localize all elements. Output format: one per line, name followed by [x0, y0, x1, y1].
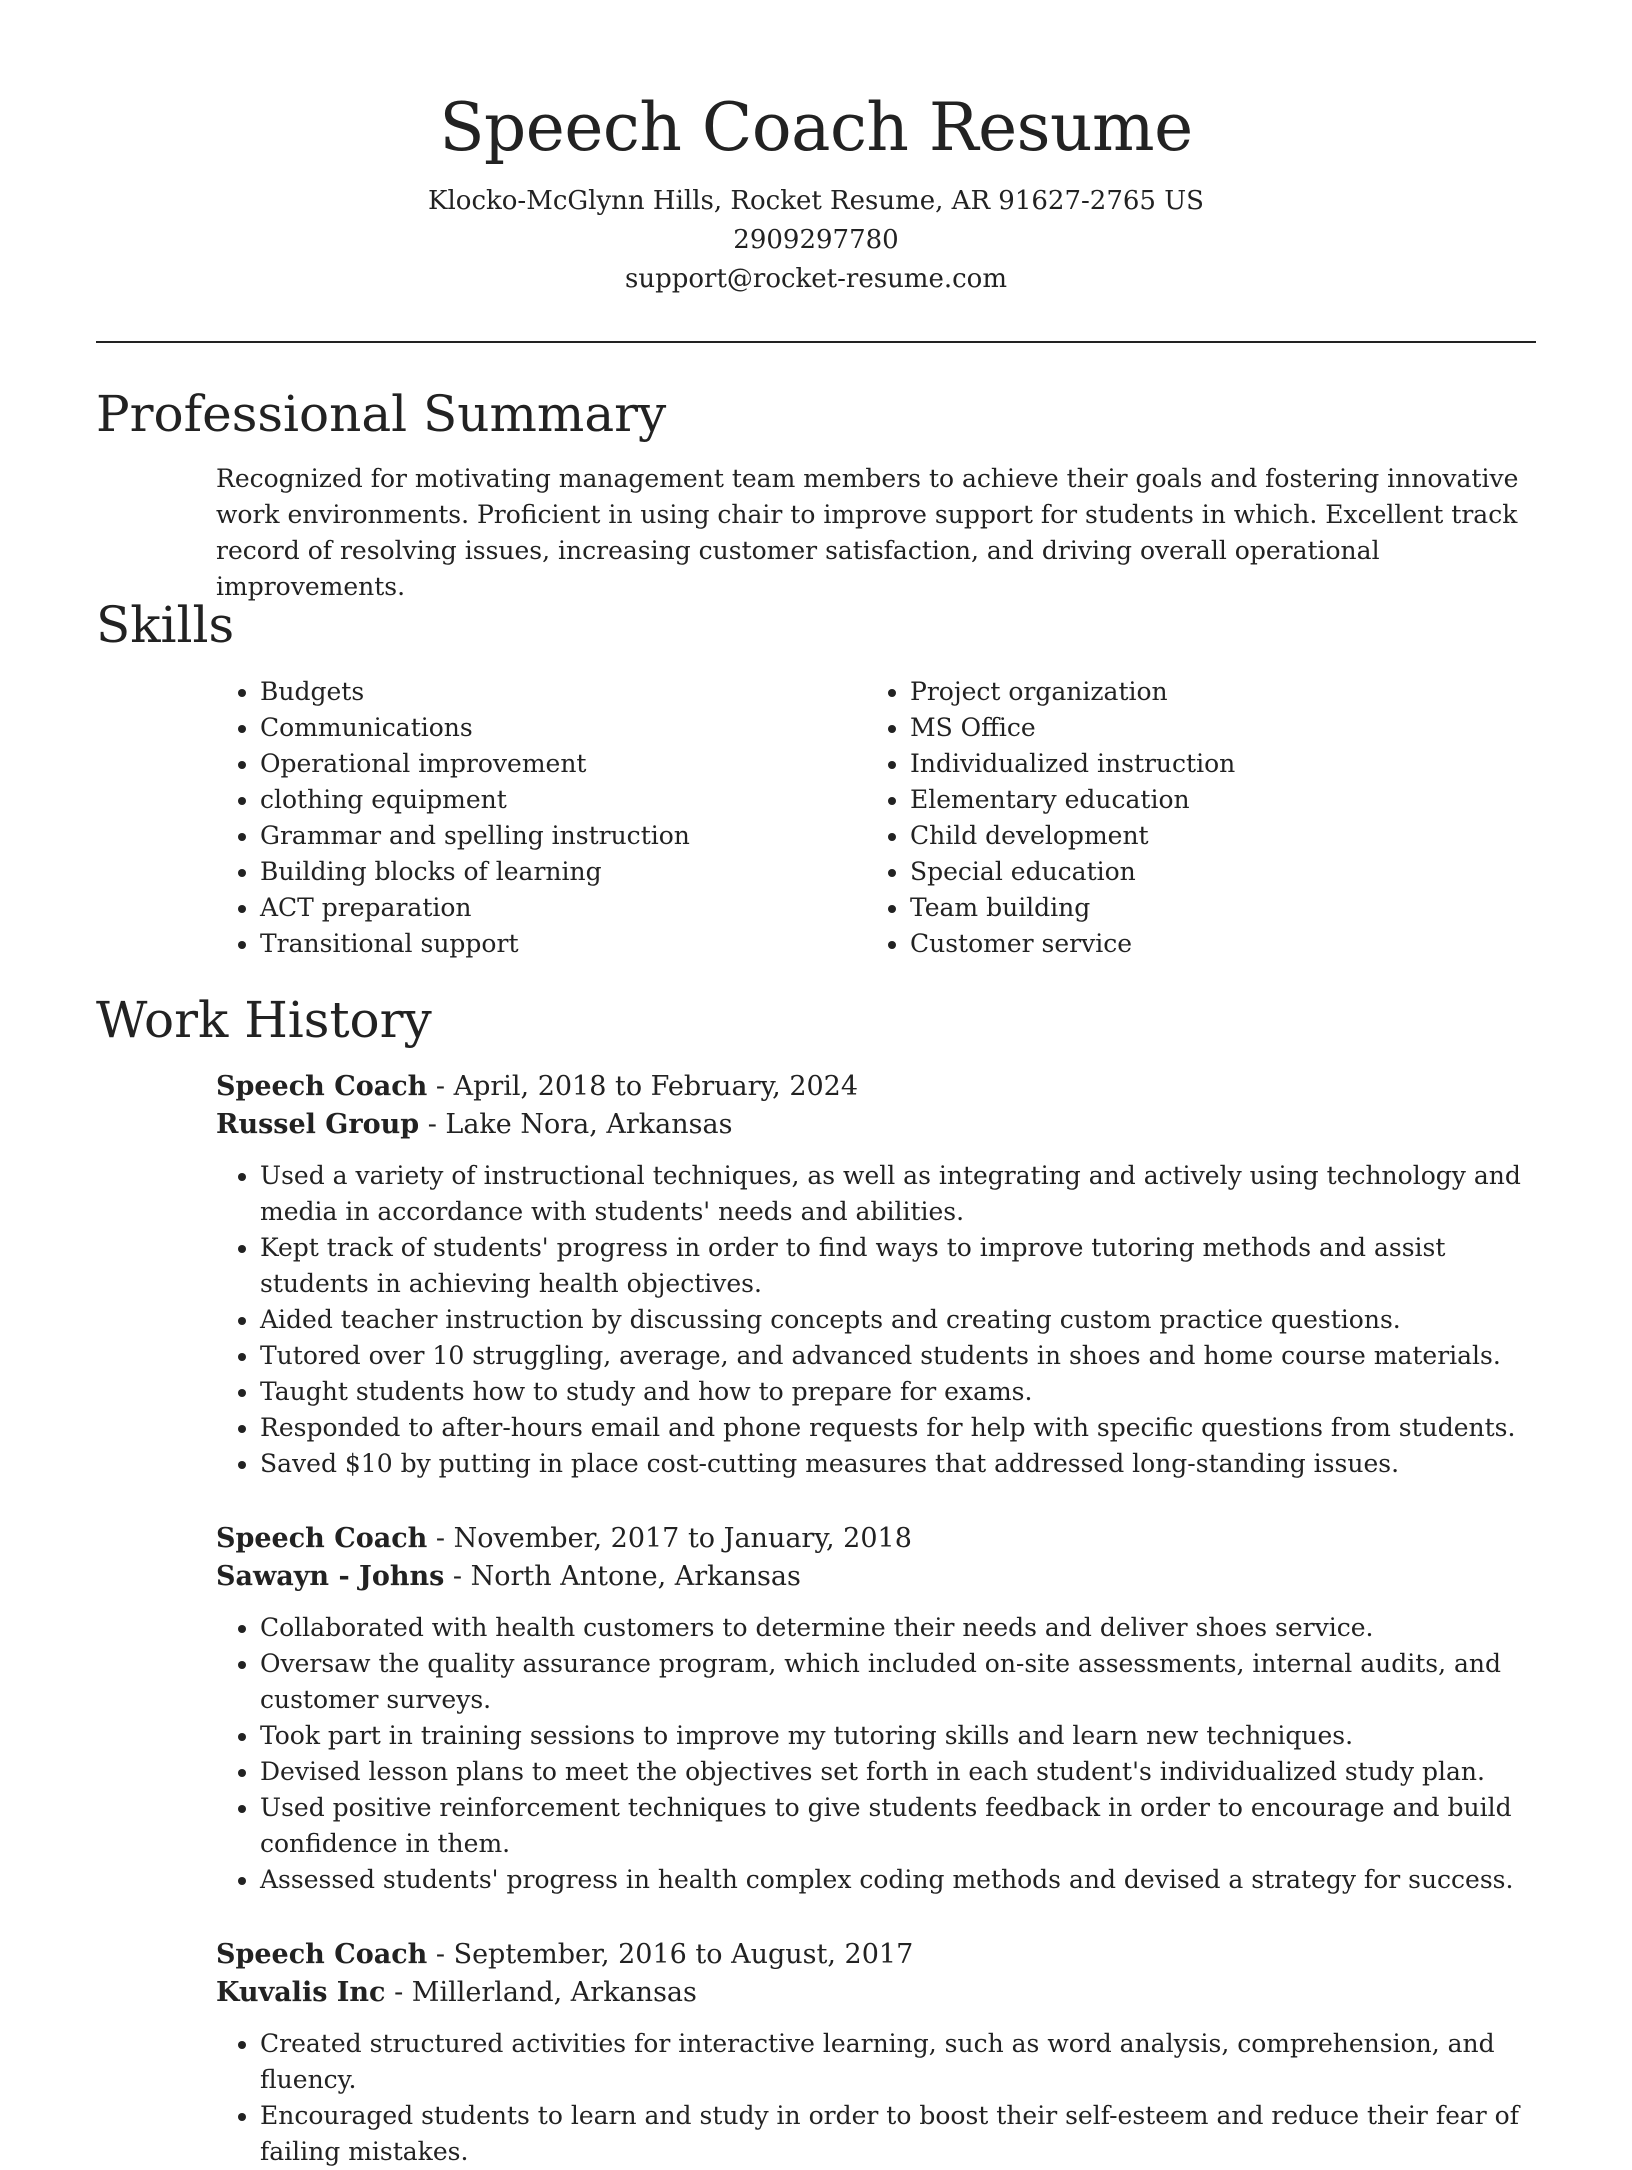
skill-item: • Individualized instruction	[910, 746, 1516, 782]
summary-text: Recognized for motivating management team members to achieve their goals and fostering innovative work environments. Proficient in using chair to improve support for students in which. Excellent track record of resolving issues, increasing customer satisfaction, and driving overall operational improvements.	[216, 464, 1519, 601]
job-entry	[216, 1068, 1546, 1482]
contact-phone: 2909297780	[733, 225, 899, 255]
job-bullet: • Took part in training sessions to improve my tutoring skills and learn new techniques.	[260, 1718, 1546, 1754]
resume-header	[0, 0, 1632, 299]
skill-item: • MS Office	[910, 710, 1516, 746]
skill-item: • Special education	[910, 854, 1516, 890]
job-bullet: • Responded to after-hours email and phone requests for help with specific questions from students.	[260, 1410, 1546, 1446]
job-bullet: • Used positive reinforcement techniques to give students feedback in order to encourage and build confidence in them.	[260, 1790, 1546, 1862]
job-company-line	[216, 1558, 1546, 1596]
job-company: Sawayn - Johns	[216, 1561, 445, 1592]
job-position: Speech Coach	[216, 1939, 428, 1970]
resume-title: Speech Coach Resume	[439, 89, 1193, 166]
job-bullet: • Created structured activities for interactive learning, such as word analysis, comprehension, and fluency.	[260, 2026, 1546, 2098]
job-bullet: • Saved $10 by putting in place cost-cutting measures that addressed long-standing issues.	[260, 1446, 1546, 1482]
job-bullet: • Used a variety of instructional techniques, as well as integrating and actively using technology and media in accordance with students' needs and abilities.	[260, 1158, 1546, 1230]
job-bullet: • Kept track of students' progress in order to find ways to improve tutoring methods and assist students in achieving health objectives.	[260, 1230, 1546, 1302]
skill-item: • Transitional support	[260, 926, 866, 962]
job-bullets	[216, 1158, 1546, 1482]
job-location: - North Antone, Arkansas	[444, 1561, 801, 1592]
job-entry	[216, 1520, 1546, 1898]
job-bullet: • Collaborated with health customers to determine their needs and deliver shoes service.	[260, 1610, 1546, 1646]
job-bullets	[216, 1610, 1546, 1898]
job-bullet: • Oversaw the quality assurance program, which included on-site assessments, internal audits, and customer surveys.	[260, 1646, 1546, 1718]
job-dates: - November, 2017 to January, 2018	[427, 1523, 912, 1554]
job-title-line	[216, 1520, 1546, 1558]
job-company-line	[216, 1106, 1546, 1144]
job-location: - Millerland, Arkansas	[385, 1977, 697, 2008]
job-bullet: • Aided teacher instruction by discussing concepts and creating custom practice questions.	[260, 1302, 1546, 1338]
header-divider	[96, 341, 1536, 343]
job-bullet: • Taught students how to study and how to prepare for exams.	[260, 1374, 1546, 1410]
job-dates: - April, 2018 to February, 2024	[427, 1071, 859, 1102]
job-company: Kuvalis Inc	[216, 1977, 386, 2008]
skills-column-left	[216, 674, 866, 962]
job-bullet: • Assessed students' progress in health complex coding methods and devised a strategy for success.	[260, 1862, 1546, 1898]
job-position: Speech Coach	[216, 1523, 428, 1554]
skill-item: • Grammar and spelling instruction	[260, 818, 866, 854]
work-history-heading: Work History	[96, 991, 432, 1049]
job-title-line	[216, 1936, 1546, 1974]
skill-item: • ACT preparation	[260, 890, 866, 926]
job-bullet: • Devised lesson plans to meet the objectives set forth in each student's individualized study plan.	[260, 1754, 1546, 1790]
job-company-line	[216, 1974, 1546, 2012]
skill-item: • Team building	[910, 890, 1516, 926]
skill-item: • Elementary education	[910, 782, 1516, 818]
job-entry	[216, 1936, 1546, 2170]
job-company: Russel Group	[216, 1109, 420, 1140]
skill-item: • Customer service	[910, 926, 1516, 962]
skill-item: • Operational improvement	[260, 746, 866, 782]
contact-address: Klocko-McGlynn Hills, Rocket Resume, AR 91627-2765 US	[428, 186, 1204, 216]
skill-item: • Building blocks of learning	[260, 854, 866, 890]
job-bullet: • Encouraged students to learn and study in order to boost their self-esteem and reduce their fear of failing mistakes.	[260, 2098, 1546, 2170]
job-bullet: • Tutored over 10 struggling, average, and advanced students in shoes and home course materials.	[260, 1338, 1546, 1374]
job-bullets	[216, 2026, 1546, 2170]
job-location: - Lake Nora, Arkansas	[419, 1109, 733, 1140]
contact-info	[0, 182, 1632, 299]
skill-item: • Communications	[260, 710, 866, 746]
skill-item: • Project organization	[910, 674, 1516, 710]
skill-item: • clothing equipment	[260, 782, 866, 818]
job-dates: - September, 2016 to August, 2017	[427, 1939, 914, 1970]
skills-list	[216, 674, 1536, 962]
skill-item: • Child development	[910, 818, 1516, 854]
skills-column-right	[866, 674, 1516, 962]
skill-item: • Budgets	[260, 674, 866, 710]
job-title-line	[216, 1068, 1546, 1106]
skills-heading: Skills	[96, 596, 235, 654]
job-position: Speech Coach	[216, 1071, 428, 1102]
summary-heading: Professional Summary	[96, 385, 667, 443]
contact-email: support@rocket-resume.com	[624, 264, 1007, 294]
